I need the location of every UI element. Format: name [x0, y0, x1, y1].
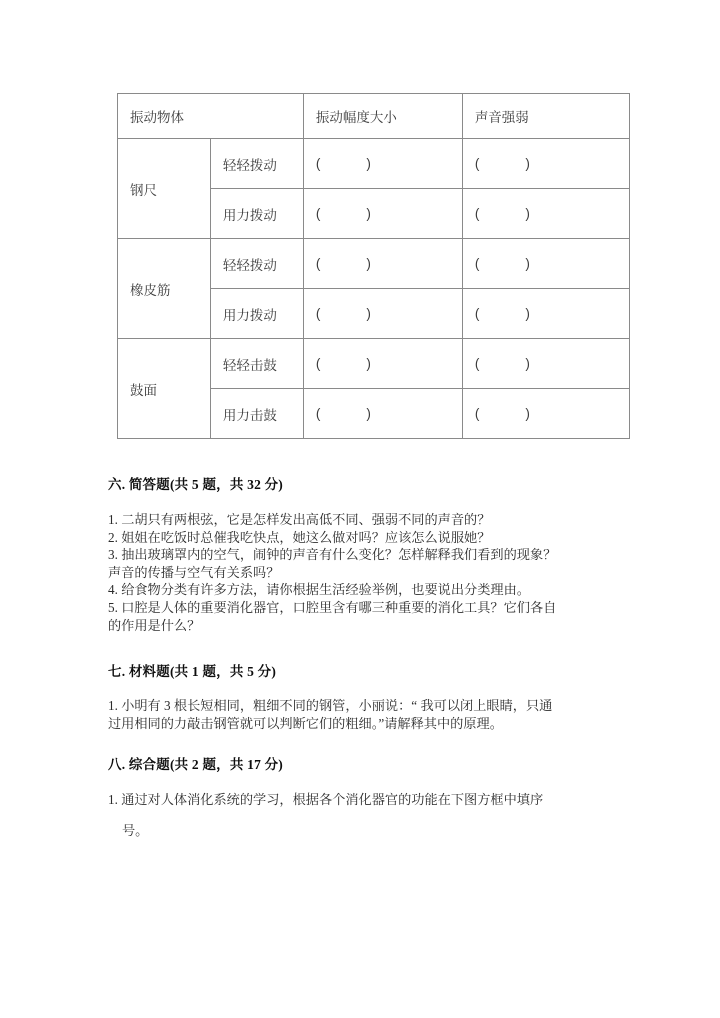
section-eight-body-line-1: 1. 通过对人体消化系统的学习，根据各个消化器官的功能在下图方框中填序: [108, 792, 544, 807]
amplitude-blank-cell[interactable]: [303, 189, 462, 239]
loudness-blank-cell[interactable]: [462, 289, 629, 339]
action-cell: 用力拨动: [210, 189, 303, 239]
amplitude-blank-cell[interactable]: [303, 239, 462, 289]
question-item: 2. 姐姐在吃饭时总催我吃快点，她这么做对吗？应该怎么说服她？: [108, 529, 491, 545]
section-eight-body-line-2: 号。: [122, 823, 149, 838]
amplitude-blank-cell[interactable]: [303, 339, 462, 389]
blank-parentheses: ( ): [315, 156, 371, 171]
blank-parentheses: ( ): [474, 206, 530, 221]
action-cell: 用力击鼓: [210, 389, 303, 439]
section-seven-body: [108, 697, 636, 732]
loudness-blank-cell[interactable]: [462, 139, 629, 189]
blank-parentheses: ( ): [315, 406, 371, 421]
experiment-table-container: [117, 93, 630, 439]
vibration-sound-experiment-table: [117, 93, 630, 439]
header-cell-amplitude: 振动幅度大小: [303, 94, 462, 139]
amplitude-blank-cell[interactable]: [303, 139, 462, 189]
question-item: 3. 抽出玻璃罩内的空气，闹钟的声音有什么变化？怎样解释我们看到的现象？: [108, 547, 557, 563]
question-item: 5. 口腔是人体的重要消化器官，口腔里含有哪三种重要的消化工具？它们各自: [108, 599, 557, 615]
table-row: [118, 239, 630, 289]
object-cell-drum-head: 鼓面: [118, 339, 211, 439]
section-heading-six: 六. 简答题(共 5 题，共 32 分): [108, 477, 283, 492]
blank-parentheses: ( ): [315, 206, 371, 221]
object-cell-rubber-band: 橡皮筋: [118, 239, 211, 339]
blank-parentheses: ( ): [474, 406, 530, 421]
blank-parentheses: ( ): [474, 156, 530, 171]
amplitude-blank-cell[interactable]: [303, 389, 462, 439]
loudness-blank-cell[interactable]: [462, 339, 629, 389]
loudness-blank-cell[interactable]: [462, 239, 629, 289]
action-cell: 轻轻击鼓: [210, 339, 303, 389]
blank-parentheses: ( ): [474, 306, 530, 321]
material-question-line: 过用相同的力敲击钢管就可以判断它们的粗细。”请解释其中的原理。: [108, 715, 503, 731]
action-cell: 用力拨动: [210, 289, 303, 339]
loudness-blank-cell[interactable]: [462, 189, 629, 239]
question-item: 4. 给食物分类有许多方法，请你根据生活经验举例，也要说出分类理由。: [108, 582, 530, 598]
object-cell-steel-ruler: 钢尺: [118, 139, 211, 239]
material-question-line: 1. 小明有 3 根长短相同，粗细不同的钢管，小丽说：“ 我可以闭上眼睛，只通: [108, 698, 553, 713]
header-cell-loudness: 声音强弱: [462, 94, 629, 139]
question-item: 1. 二胡只有两根弦，它是怎样发出高低不同、强弱不同的声音的？: [108, 512, 491, 527]
blank-parentheses: ( ): [474, 356, 530, 371]
blank-parentheses: ( ): [315, 356, 371, 371]
blank-parentheses: ( ): [315, 256, 371, 271]
question-item-continuation: 的作用是什么？: [108, 617, 201, 633]
blank-parentheses: ( ): [315, 306, 371, 321]
table-row: [118, 139, 630, 189]
table-row: [118, 339, 630, 389]
section-heading-eight: 八. 综合题(共 2 题，共 17 分): [108, 757, 283, 772]
table-header-row: [118, 94, 630, 139]
question-item-continuation: 声音的传播与空气有关系吗？: [108, 564, 280, 580]
blank-parentheses: ( ): [474, 256, 530, 271]
section-heading-seven: 七. 材料题(共 1 题，共 5 分): [108, 664, 277, 679]
section-six-questions: [108, 511, 636, 634]
action-cell: 轻轻拨动: [210, 139, 303, 189]
header-cell-object: 振动物体: [118, 94, 304, 139]
amplitude-blank-cell[interactable]: [303, 289, 462, 339]
action-cell: 轻轻拨动: [210, 239, 303, 289]
loudness-blank-cell[interactable]: [462, 389, 629, 439]
